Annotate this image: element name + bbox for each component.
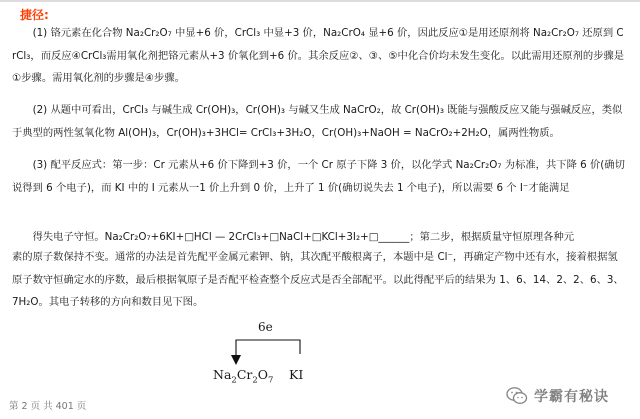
paragraph-3: (3) 配平反应式：第一步：Cr 元素从+6 价下降到+3 价，一个 Cr 原子下降 3 价，以化学式 Na₂Cr₂O₇ 为标准，共下降 6 价(确切说得到 6 个电子)，而 KI 中的 I 元素从一1 价上升到 0 价，上升了 1 价(确切说失去 1 个电子)，所以需要 6 个 I⁻才能满足	[12, 159, 625, 194]
paragraph-2: (2) 从题中可看出，CrCl₃ 与碱生成 Cr(OH)₃，Cr(OH)₃ 与碱又生成 NaCrO₂，故 Cr(OH)₃ 既能与强酸反应又能与强碱反应，类似于典型的两性氢氧化物 Al(OH)₃，Cr(OH)₃+3HCl= CrCl₃+3H₂O，Cr(OH)₃+NaOH = NaCrO₂+2H₂O，属两性物质。	[12, 104, 623, 139]
paragraph-1: (1) 铬元素在化合物 Na₂Cr₂O₇ 中显+6 价，CrCl₃ 中显+3 价，Na₂CrO₄ 显+6 价，因此反应①是用还原剂将 Na₂Cr₂O₇ 还原到 CrCl₃，而反应④CrCl₃需用氧化剂把铬元素从+3 价氧化到+6 价。其余反应②、③、⑤中化合价均未发生变化。以此需用还原剂的步骤是①步骤。需用氧化剂的步骤是④步骤。	[12, 27, 625, 84]
electron-count-label: 6e	[258, 320, 273, 334]
oxidant-formula: $Na_2Cr_2O_7$	[213, 367, 274, 386]
paragraph-4: 得失电子守恒。Na₂Cr₂O₇+6KI+□HCl — 2CrCl₃+□NaCl+□KCl+3I₂+□______；第二步，根据质量守恒原理各种元	[32, 231, 575, 243]
electron-transfer-diagram	[190, 320, 350, 390]
watermark	[506, 385, 609, 407]
page-number: 第 2 页 共 401 页	[9, 401, 87, 412]
watermark-text: 学霸有秘诀	[534, 389, 609, 405]
wechat-icon	[506, 386, 528, 406]
section-heading: 捷径:	[20, 8, 49, 22]
reductant-formula: KI	[289, 367, 304, 382]
paragraph-5: 素的原子数保持不变。通常的办法是首先配平金属元素钾、钠，其次配平酸根离子，本题中是 Cl⁻，再确定产物中还有水，接着根据氢原子数守恒确定水的序数，最后根据氧原子是否配平检查整个反应式是否全部配平。以此得配平后的结果为 1、6、14、2、2、6、3、7H₂O。其电子转移的方向和数目见下图。	[12, 251, 624, 308]
